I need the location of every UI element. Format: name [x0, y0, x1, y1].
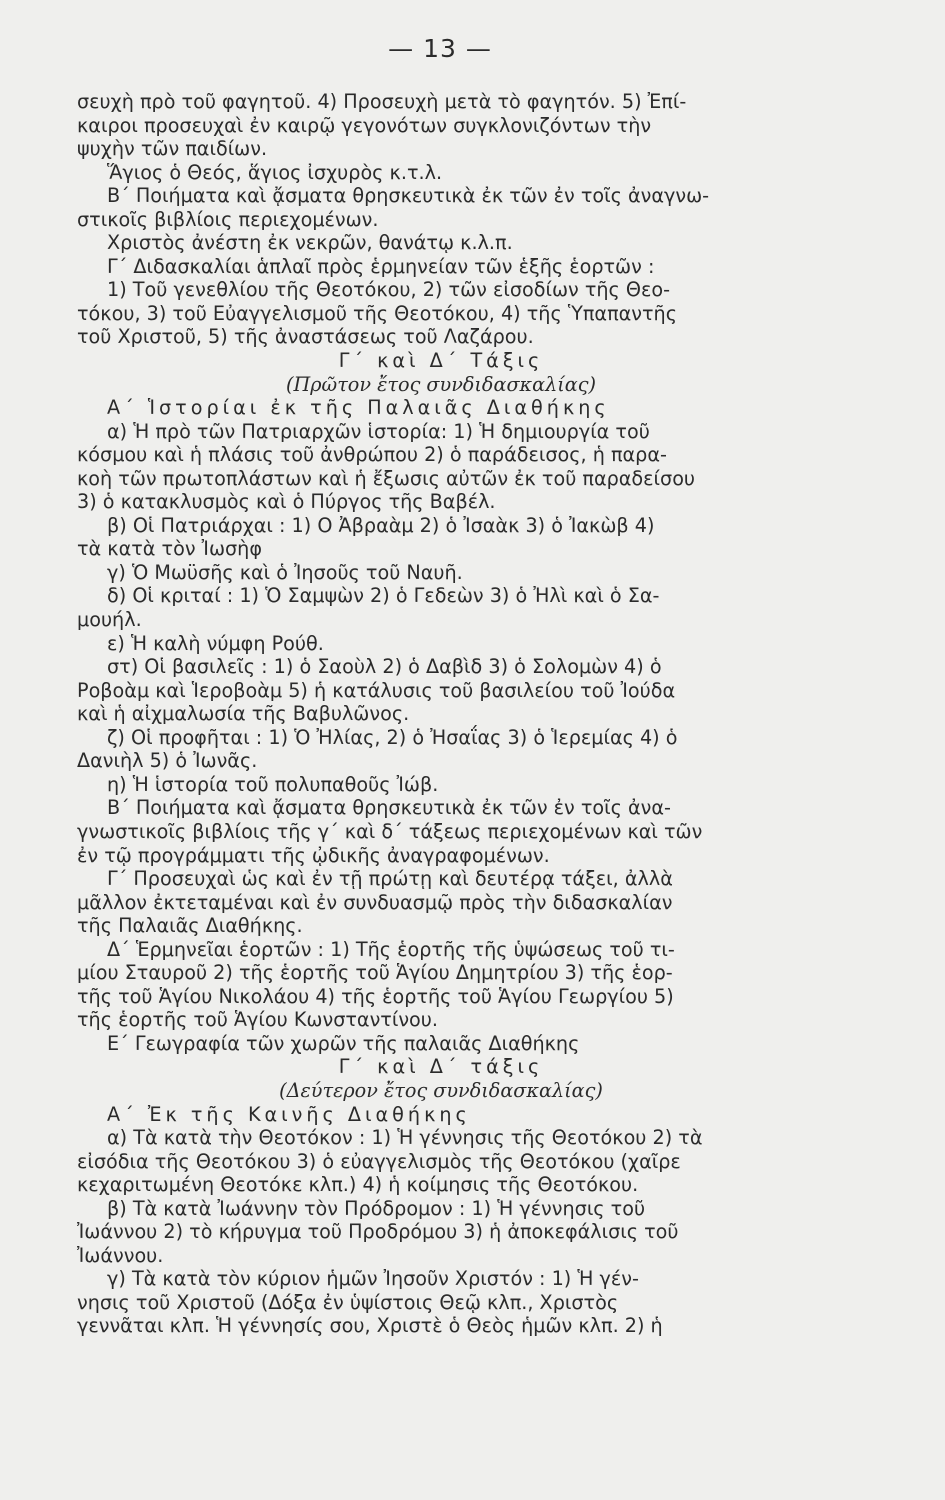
text-line: κοὴ τῶν πρωτοπλάστων καὶ ἡ ἔξωσις αὐτῶν ἐκ τοῦ παραδείσου	[77, 466, 696, 490]
text-line: κεχαριτωμένη Θεοτόκε κλπ.) 4) ἡ κοίμησις τῆς Θεοτόκου.	[77, 1173, 639, 1197]
text-line: Δανιὴλ 5) ὁ Ἰωνᾶς.	[77, 749, 258, 773]
text-line: γεννᾶται κλπ. Ἡ γέννησίς σου, Χριστὲ ὁ Θεὸς ἡμῶν κλπ. 2) ἡ	[77, 1314, 663, 1338]
text-line: Β´ Ποιήματα καὶ ᾄσματα θρησκευτικὰ ἐκ τῶν ἐν τοῖς ἀνα-	[107, 796, 671, 820]
text-line: γνωστικοῖς βιβλίοις τῆς γ´ καὶ δ´ τάξεως περιεχομένων καὶ τῶν	[77, 819, 703, 843]
text-line: Γ´ Διδασκαλίαι ἁπλαῖ πρὸς ἑρμηνείαν τῶν ἑξῆς ἑορτῶν :	[107, 254, 655, 278]
text-line: καιροι προσευχαὶ ἐν καιρῷ γεγονότων συγκλονιζόντων τὴν	[77, 113, 652, 137]
text-line: ζ) Οἱ προφῆται : 1) Ὁ Ἠλίας, 2) ὁ Ἠσαΐας 3) ὁ Ἱερεμίας 4) ὁ	[107, 725, 678, 749]
text-line: Α´ Ἱστορίαι ἐκ τῆς Παλαιᾶς Διαθήκης	[107, 396, 610, 420]
text-line: Γ´ καὶ Δ´ τάξις	[338, 1055, 544, 1079]
text-line: ψυχὴν τῶν παιδίων.	[77, 137, 268, 161]
text-line: τῆς τοῦ Ἁγίου Νικολάου 4) τῆς ἑορτῆς τοῦ Ἁγίου Γεωργίου 5)	[77, 984, 674, 1008]
text-line: Δ´ Ἑρμηνεῖαι ἑορτῶν : 1) Τῆς ἑορτῆς τῆς ὑψώσεως τοῦ τι-	[107, 937, 675, 961]
text-line: β) Τὰ κατὰ Ἰωάννην τὸν Πρόδρομον : 1) Ἡ γέννησις τοῦ	[107, 1196, 646, 1220]
text-line: Β´ Ποιήματα καὶ ᾄσματα θρησκευτικὰ ἐκ τῶν ἐν τοῖς ἀναγνω-	[107, 184, 710, 208]
text-line: Γ´ καὶ Δ´ Τάξις	[338, 349, 544, 373]
body-text	[77, 90, 805, 1338]
text-line: τοῦ Χριστοῦ, 5) τῆς ἀναστάσεως τοῦ Λαζάρου.	[77, 325, 534, 349]
text-line: Α´ Ἐκ τῆς Καινῆς Διαθήκης	[107, 1102, 471, 1126]
text-line: α) Τὰ κατὰ τὴν Θεοτόκον : 1) Ἡ γέννησις τῆς Θεοτόκου 2) τὰ	[107, 1126, 703, 1150]
text-line: τῆς Παλαιᾶς Διαθήκης.	[77, 914, 303, 938]
text-line: ἐν τῷ προγράμματι τῆς ᾠδικῆς ἀναγραφομένων.	[77, 843, 550, 867]
text-line: στικοῖς βιβλίοις περιεχομένων.	[77, 207, 379, 231]
text-line: Γ´ Προσευχαὶ ὡς καὶ ἐν τῇ πρώτῃ καὶ δευτέρᾳ τάξει, ἀλλὰ	[107, 867, 673, 891]
text-line: Χριστὸς ἀνέστη ἐκ νεκρῶν, θανάτῳ κ.λ.π.	[107, 231, 513, 255]
text-line: Ροβοὰμ καὶ Ἱεροβοὰμ 5) ἡ κατάλυσις τοῦ βασιλείου τοῦ Ἰούδα	[77, 678, 676, 702]
text-line: α) Ἡ πρὸ τῶν Πατριαρχῶν ἱστορία: 1) Ἡ δημιουργία τοῦ	[107, 419, 650, 443]
text-line: γ) Τὰ κατὰ τὸν κύριον ἡμῶν Ἰησοῦν Χριστόν : 1) Ἡ γέν-	[107, 1267, 639, 1291]
text-line: μᾶλλον ἐκτεταμέναι καὶ ἐν συνδυασμῷ πρὸς τὴν διδασκαλίαν	[77, 890, 673, 914]
text-line: β) Οἱ Πατριάρχαι : 1) Ο Ἀβραὰμ 2) ὁ Ἰσαὰκ 3) ὁ Ἰακὼβ 4)	[107, 513, 655, 537]
text-line: Ε´ Γεωγραφία τῶν χωρῶν τῆς παλαιᾶς Διαθήκης	[107, 1031, 580, 1055]
text-line: 1) Τοῦ γενεθλίου τῆς Θεοτόκου, 2) τῶν εἰσοδίων τῆς Θεο-	[107, 278, 671, 302]
text-line: καὶ ἡ αἰχμαλωσία τῆς Βαβυλῶνος.	[77, 702, 410, 726]
text-line: (Δεύτερον ἔτος συνδιδασκαλίας)	[279, 1078, 603, 1102]
text-line: μίου Σταυροῦ 2) τῆς ἑορτῆς τοῦ Ἁγίου Δημητρίου 3) τῆς ἑορ-	[77, 961, 673, 985]
text-line: νησις τοῦ Χριστοῦ (Δόξα ἐν ὑψίστοις Θεῷ κλπ., Χριστὸς	[77, 1290, 619, 1314]
text-line: ε) Ἡ καλὴ νύμφη Ρούθ.	[107, 631, 324, 655]
text-line: κόσμου καὶ ἡ πλάσις τοῦ ἀνθρώπου 2) ὁ παράδεισος, ἡ παρα-	[77, 443, 667, 467]
text-line: τῆς ἑορτῆς τοῦ Ἁγίου Κωνσταντίνου.	[77, 1008, 438, 1032]
text-line: δ) Οἱ κριταί : 1) Ὁ Σαμψὼν 2) ὁ Γεδεὼν 3) ὁ Ἠλὶ καὶ ὁ Σα-	[107, 584, 660, 608]
text-line: στ) Οἱ βασιλεῖς : 1) ὁ Σαοὺλ 2) ὁ Δαβὶδ 3) ὁ Σολομὼν 4) ὁ	[107, 655, 662, 679]
text-line: τόκου, 3) τοῦ Εὐαγγελισμοῦ τῆς Θεοτόκου, 4) τῆς Ὑπαπαντῆς	[77, 301, 677, 325]
text-line: (Πρῶτον ἔτος συνδιδασκαλίας)	[286, 372, 596, 396]
text-line: τὰ κατὰ τὸν Ἰωσὴφ	[77, 537, 262, 561]
text-line: Ἰωάννου.	[77, 1243, 164, 1267]
text-line: η) Ἡ ἱστορία τοῦ πολυπαθοῦς Ἰώβ.	[107, 772, 439, 796]
text-line: Ἅγιος ὁ Θεός, ἅγιος ἰσχυρὸς κ.τ.λ.	[107, 160, 443, 184]
page-number: — 13 —	[388, 34, 492, 63]
text-line: εἰσόδια τῆς Θεοτόκου 3) ὁ εὐαγγελισμὸς τῆς Θεοτόκου (χαῖρε	[77, 1149, 681, 1173]
text-line: σευχὴ πρὸ τοῦ φαγητοῦ. 4) Προσευχὴ μετὰ τὸ φαγητόν. 5) Ἐπί-	[77, 90, 687, 113]
text-line: 3) ὁ κατακλυσμὸς καὶ ὁ Πύργος τῆς Βαβέλ.	[77, 490, 496, 514]
text-line: γ) Ὁ Μωϋσῆς καὶ ὁ Ἰησοῦς τοῦ Ναυῆ.	[107, 560, 463, 584]
text-line: μουήλ.	[77, 608, 142, 632]
text-line: Ἰωάννου 2) τὸ κήρυγμα τοῦ Προδρόμου 3) ἡ ἀποκεφάλισις τοῦ	[77, 1220, 679, 1244]
